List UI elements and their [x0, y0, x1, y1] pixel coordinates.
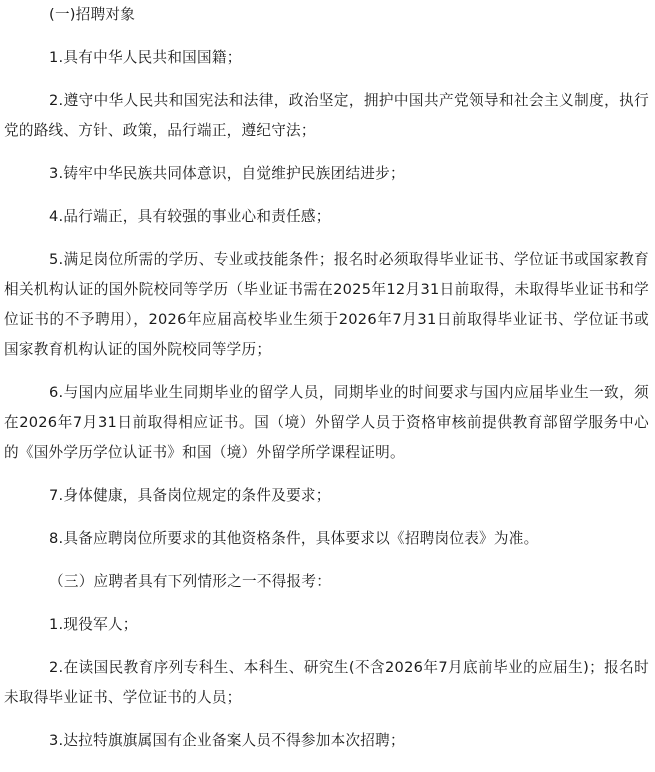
section-heading-recruitment-targets: (一)招聘对象 — [49, 6, 136, 23]
disqualification-item-3: 3.达拉特旗旗属国有企业备案人员不得参加本次招聘； — [49, 732, 405, 749]
requirement-item-7: 7.身体健康，具备岗位规定的条件及要求； — [49, 487, 331, 504]
requirement-item-5: 5.满足岗位所需的学历、专业或技能条件；报名时必须取得毕业证书、学位证书或国家教育相关机构认证的国外院校同等学历（毕业证书需在2025年12月31日前取得，未取得毕业证书和学位证书的不予聘用），2026年应届高校毕业生须于2026年7月31日前取得毕业证书、学位证书或国家教育机构认证的国外院校同等学历； — [4, 251, 649, 358]
requirement-item-3: 3.铸牢中华民族共同体意识，自觉维护民族团结进步； — [49, 165, 405, 182]
requirement-item-8: 8.具备应聘岗位所要求的其他资格条件，具体要求以《招聘岗位表》为准。 — [49, 530, 539, 547]
disqualification-item-2: 2.在读国民教育序列专科生、本科生、研究生(不含2026年7月底前毕业的应届生)；报名时未取得毕业证书、学位证书的人员； — [4, 659, 649, 706]
section-heading-disqualifications: （三）应聘者具有下列情形之一不得报考： — [49, 573, 332, 590]
requirement-item-1: 1.具有中华人民共和国国籍； — [49, 49, 242, 66]
requirement-item-2: 2.遵守中华人民共和国宪法和法律，政治坚定，拥护中国共产党领导和社会主义制度，执行党的路线、方针、政策，品行端正，遵纪守法； — [4, 92, 649, 139]
disqualification-item-1: 1.现役军人； — [49, 616, 138, 633]
requirement-item-6: 6.与国内应届毕业生同期毕业的留学人员，同期毕业的时间要求与国内应届毕业生一致，须在2026年7月31日前取得相应证书。国（境）外留学人员于资格审核前提供教育部留学服务中心的《国外学历学位认证书》和国（境）外留学所学课程证明。 — [4, 384, 649, 461]
requirement-item-4: 4.品行端正，具有较强的事业心和责任感； — [49, 208, 331, 225]
